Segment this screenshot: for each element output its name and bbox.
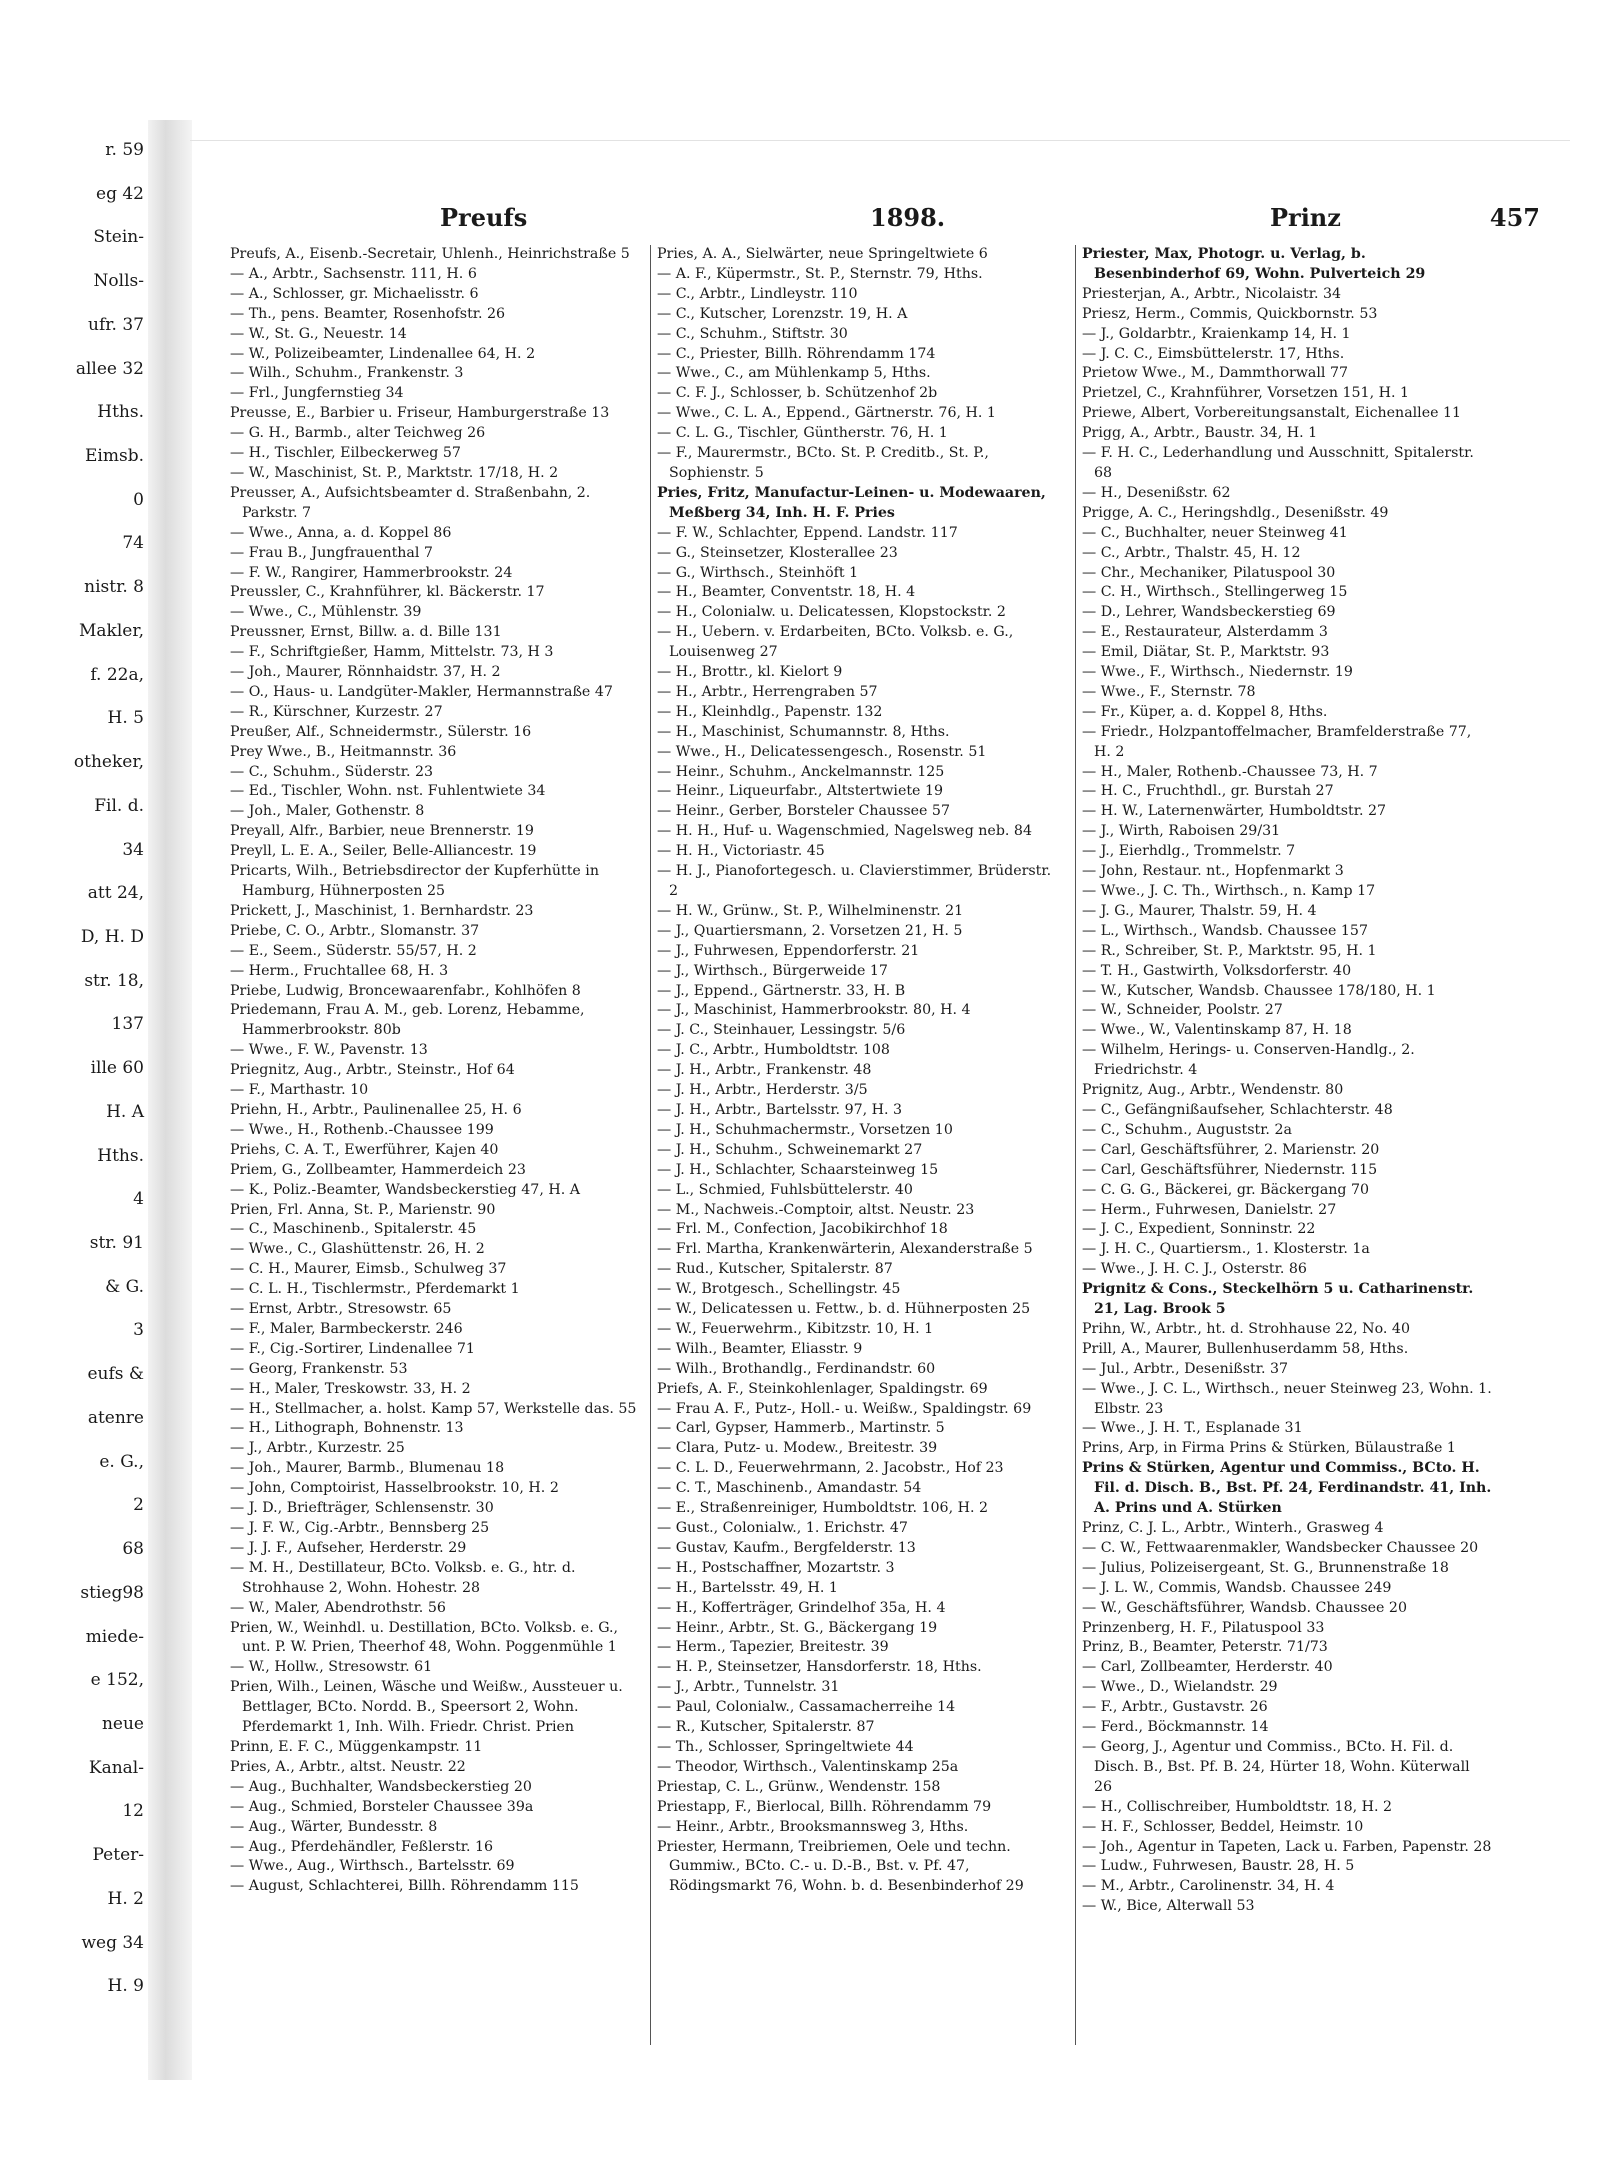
directory-entry: — C. L. G., Tischler, Güntherstr. 76, H. 1 (657, 425, 948, 442)
directory-entry: — R., Kutscher, Spitalerstr. 87 (657, 1719, 875, 1736)
left-page-fragment: H. 5 (107, 708, 144, 728)
directory-entry: Prigg, A., Arbtr., Baustr. 34, H. 1 (1082, 425, 1318, 442)
directory-entry: — Gust., Colonialw., 1. Erichstr. 47 (657, 1520, 908, 1536)
column-1 (230, 245, 640, 2045)
directory-entry: — C. H., Maurer, Eimsb., Schulweg 37 (230, 1261, 507, 1278)
directory-entry: — W., Maler, Abendrothstr. 56 (230, 1599, 446, 1616)
directory-entry: Prien, W., Weinhdl. u. Destillation, BCto. Volksb. e. G., unt. P. W. Prien, Theerhof 48, Wohn. Poggenmühle 1 (230, 1619, 619, 1656)
directory-entry: — R., Kürschner, Kurzestr. 27 (230, 703, 443, 720)
column-2 (650, 245, 1061, 2045)
directory-entry: — F., Arbtr., Gustavstr. 26 (1082, 1699, 1268, 1716)
directory-entry: — Aug., Schmied, Borsteler Chaussee 39a (230, 1798, 534, 1815)
left-page-fragment: ille 60 (90, 1058, 144, 1078)
directory-entry: — Ferd., Böckmannstr. 14 (1082, 1719, 1269, 1736)
directory-entry: — W., Geschäftsführer, Wandsb. Chaussee 20 (1082, 1599, 1407, 1616)
directory-entry: — Wwe., J. C. Th., Wirthsch., n. Kamp 17 (1082, 883, 1376, 899)
directory-entry: — F. H. C., Lederhandlung und Ausschnitt, Spitalerstr. 68 (1082, 445, 1474, 481)
directory-entry: Preyll, L. E. A., Seiler, Belle-Alliancestr. 19 (230, 843, 537, 860)
directory-entry: — O., Haus- u. Landgüter-Makler, Hermannstraße 47 (230, 683, 613, 700)
directory-entry: — J. L. W., Commis, Wandsb. Chaussee 249 (1082, 1579, 1392, 1596)
directory-entry: — K., Poliz.-Beamter, Wandsbeckerstieg 47, H. A (230, 1181, 580, 1198)
directory-entry: — Wilhelm, Herings- u. Conserven-Handlg., 2. Friedrichstr. 4 (1082, 1042, 1415, 1079)
directory-entry: — A., Schlosser, gr. Michaelisstr. 6 (230, 285, 479, 302)
directory-entry: — C., Schuhm., Süderstr. 23 (230, 763, 434, 780)
directory-entry: — J., Fuhrwesen, Eppendorferstr. 21 (657, 942, 920, 959)
directory-entry: Priedemann, Frau A. M., geb. Lorenz, Hebamme, Hammerbrookstr. 80b (230, 1002, 585, 1039)
left-page-fragment: Nolls- (93, 271, 144, 291)
left-page-fragment: otheker, (73, 752, 144, 772)
directory-entry: Priestap, C. L., Grünw., Wendenstr. 158 (657, 1778, 941, 1795)
directory-entry: — Ed., Tischler, Wohn. nst. Fuhlentwiete 34 (230, 783, 546, 800)
directory-entry: — J. C., Arbtr., Humboldtstr. 108 (657, 1042, 890, 1059)
directory-entry: — H., Collischreiber, Humboldtstr. 18, H. 2 (1082, 1798, 1393, 1815)
page-number: 457 (1489, 203, 1540, 232)
directory-entry: — Wwe., D., Wielandstr. 29 (1082, 1679, 1278, 1696)
directory-entry: Priehn, H., Arbtr., Paulinenallee 25, H. 6 (230, 1101, 522, 1118)
directory-entry: — F., Maler, Barmbeckerstr. 246 (230, 1320, 463, 1337)
directory-entry: — A., Arbtr., Sachsenstr. 111, H. 6 (230, 265, 477, 282)
directory-entry: — Joh., Maler, Gothenstr. 8 (230, 803, 425, 820)
directory-entry: — H. F., Schlosser, Beddel, Heimstr. 10 (1082, 1818, 1364, 1835)
directory-entry: — C., Arbtr., Lindleystr. 110 (657, 285, 858, 302)
directory-entry: — L., Schmied, Fuhlsbüttelerstr. 40 (657, 1181, 913, 1198)
left-page-fragment: Fil. d. (94, 796, 144, 816)
directory-entry: — Rud., Kutscher, Spitalerstr. 87 (657, 1261, 893, 1278)
directory-entry: — Carl, Zollbeamter, Herderstr. 40 (1082, 1659, 1333, 1676)
left-page-fragment: ufr. 37 (88, 315, 144, 335)
left-page-fragment: 68 (122, 1539, 144, 1559)
directory-entry: — Aug., Wärter, Bundesstr. 8 (230, 1818, 438, 1835)
directory-entry: — Wwe., Anna, a. d. Koppel 86 (230, 524, 452, 541)
directory-entry: — Aug., Pferdehändler, Feßlerstr. 16 (230, 1838, 494, 1855)
directory-entry: — Wwe., C., Mühlenstr. 39 (230, 604, 422, 621)
directory-entry: — Heinr., Arbtr., Brooksmannsweg 3, Hths. (657, 1818, 969, 1835)
header-year: 1898. (870, 203, 946, 232)
directory-entry: — W., Kutscher, Wandsb. Chaussee 178/180, H. 1 (1082, 982, 1436, 999)
directory-entry: Priesz, Herm., Commis, Quickbornstr. 53 (1082, 305, 1378, 322)
directory-entry: — Th., pens. Beamter, Rosenhofstr. 26 (230, 305, 506, 322)
directory-entry: — Joh., Maurer, Rönnhaidstr. 37, H. 2 (230, 664, 501, 681)
directory-entry: — C., Arbtr., Thalstr. 45, H. 12 (1082, 544, 1301, 561)
left-page-fragment: Stein- (93, 227, 144, 247)
directory-entry: — W., Polizeibeamter, Lindenallee 64, H. 2 (230, 345, 536, 362)
directory-entry: — Wwe., H., Rothenb.-Chaussee 199 (230, 1121, 494, 1138)
left-page-fragment: neue (101, 1714, 144, 1734)
directory-entry: — J., Maschinist, Hammerbrookstr. 80, H. 4 (657, 1002, 971, 1019)
left-page-fragment: str. 91 (89, 1233, 144, 1253)
directory-entry: Priefs, A. F., Steinkohlenlager, Spaldingstr. 69 (657, 1380, 988, 1397)
directory-entry: Prien, Frl. Anna, St. P., Marienstr. 90 (230, 1201, 496, 1218)
directory-entry: — J. D., Briefträger, Schlensenstr. 30 (230, 1500, 494, 1517)
directory-entry: — Wilh., Brothandlg., Ferdinandstr. 60 (657, 1360, 936, 1377)
directory-entry: — Th., Schlosser, Springeltwiete 44 (657, 1738, 914, 1755)
left-page-fragment: 34 (122, 840, 144, 860)
directory-entry: — W., Hollw., Stresowstr. 61 (230, 1659, 433, 1676)
directory-entry: — H., Maler, Treskowstr. 33, H. 2 (230, 1380, 471, 1397)
directory-entry: Prins, Arp, in Firma Prins & Stürken, Bülaustraße 1 (1082, 1440, 1456, 1457)
directory-entry: — H., Maschinist, Schumannstr. 8, Hths. (657, 723, 950, 740)
directory-entry: — Heinr., Gerber, Borsteler Chaussee 57 (657, 803, 950, 820)
directory-entry: — D., Lehrer, Wandsbeckerstieg 69 (1082, 604, 1336, 621)
directory-entry: — C., Maschinenb., Spitalerstr. 45 (230, 1221, 477, 1238)
directory-entry: Priester, Max, Photogr. u. Verlag, b. Besenbinderhof 69, Wohn. Pulverteich 29 (1082, 246, 1426, 282)
directory-entry: — J., Wirthsch., Bürgerweide 17 (657, 962, 888, 979)
directory-entry: — W., Bice, Alterwall 53 (1082, 1898, 1255, 1915)
directory-entry: Priestapp, F., Bierlocal, Billh. Röhrendamm 79 (657, 1798, 992, 1815)
directory-entry: Pricarts, Wilh., Betriebsdirector der Kupferhütte in Hamburg, Hühnerposten 25 (230, 863, 599, 899)
directory-entry: — T. H., Gastwirth, Volksdorferstr. 40 (1082, 962, 1352, 979)
directory-entry: — J. C. C., Eimsbüttelerstr. 17, Hths. (1082, 345, 1345, 362)
directory-entry: — F., Schriftgießer, Hamm, Mittelstr. 73, H 3 (230, 644, 554, 661)
directory-entry: — H. C., Fruchthdl., gr. Burstah 27 (1082, 783, 1334, 800)
directory-entry: Prinn, E. F. C., Müggenkampstr. 11 (230, 1738, 483, 1755)
directory-entry: — Wwe., Aug., Wirthsch., Bartelsstr. 69 (230, 1858, 515, 1875)
directory-entry: — Carl, Gypser, Hammerb., Martinstr. 5 (657, 1420, 945, 1437)
directory-entry: — J. H., Arbtr., Herderstr. 3/5 (657, 1082, 868, 1099)
directory-entry: — Wilh., Schuhm., Frankenstr. 3 (230, 365, 464, 382)
directory-entry: — F., Marthastr. 10 (230, 1082, 369, 1099)
directory-entry: — J. H., Schuhm., Schweinemarkt 27 (657, 1141, 923, 1158)
directory-entry: — Georg, Frankenstr. 53 (230, 1360, 408, 1377)
left-page-strip (0, 120, 150, 2040)
directory-entry: — F., Maurermstr., BCto. St. P. Creditb., St. P., Sophienstr. 5 (657, 445, 989, 481)
directory-entry: Pries, A. A., Sielwärter, neue Springeltwiete 6 (657, 246, 988, 262)
directory-entry: — G., Steinsetzer, Klosterallee 23 (657, 544, 898, 561)
directory-page (190, 140, 1570, 2101)
directory-entry: — J., Eierhdlg., Trommelstr. 7 (1082, 843, 1296, 860)
directory-entry: — W., Schneider, Poolstr. 27 (1082, 1002, 1283, 1019)
directory-entry: — H., Postschaffner, Mozartstr. 3 (657, 1559, 895, 1576)
directory-entry: — J., Eppend., Gärtnerstr. 33, H. B (657, 982, 906, 999)
directory-entry: Preussner, Ernst, Billw. a. d. Bille 131 (230, 624, 502, 641)
directory-entry: — Julius, Polizeisergeant, St. G., Brunnenstraße 18 (1082, 1559, 1449, 1576)
directory-entry: Preusser, A., Aufsichtsbeamter d. Straßenbahn, 2. Parkstr. 7 (230, 484, 591, 521)
directory-entry: — C., Gefängnißaufseher, Schlachterstr. 48 (1082, 1101, 1393, 1118)
directory-entry: — F. W., Rangirer, Hammerbrookstr. 24 (230, 564, 513, 581)
left-page-fragment: 12 (122, 1801, 144, 1821)
left-page-fragment: H. 2 (107, 1889, 144, 1909)
directory-entry: — Chr., Mechaniker, Pilatuspool 30 (1082, 564, 1336, 581)
directory-entry: — H., Kofferträger, Grindelhof 35a, H. 4 (657, 1599, 946, 1616)
directory-entry: — H., Bartelsstr. 49, H. 1 (657, 1579, 838, 1596)
directory-entry: — Herm., Fuhrwesen, Danielstr. 27 (1082, 1201, 1337, 1218)
left-page-fragment: 74 (122, 533, 144, 553)
directory-entry: — C., Priester, Billh. Röhrendamm 174 (657, 345, 936, 362)
directory-entry: — Friedr., Holzpantoffelmacher, Bramfelderstraße 77, H. 2 (1082, 723, 1472, 760)
directory-entry: — H., Lithograph, Bohnenstr. 13 (230, 1420, 464, 1437)
directory-entry: — Ludw., Fuhrwesen, Baustr. 28, H. 5 (1082, 1858, 1355, 1875)
directory-entry: — H., Arbtr., Herrengraben 57 (657, 683, 878, 700)
directory-entry: — G., Wirthsch., Steinhöft 1 (657, 564, 859, 581)
directory-entry: — W., Delicatessen u. Fettw., b. d. Hühnerposten 25 (657, 1301, 1031, 1318)
directory-entry: — J. G., Maurer, Thalstr. 59, H. 4 (1082, 902, 1317, 919)
directory-entry: Prill, A., Maurer, Bullenhuserdamm 58, Hths. (1082, 1340, 1409, 1357)
directory-entry: Prigge, A. C., Heringshdlg., Desenißstr. 49 (1082, 504, 1389, 521)
directory-entry: Priebe, C. O., Arbtr., Slomanstr. 37 (230, 922, 480, 939)
directory-entry: Prins & Stürken, Agentur und Commiss., BCto. H. Fil. d. Disch. B., Bst. Pf. 24, Ferdinandstr. 41, Inh. A. Prins und A. Stürken (1082, 1460, 1492, 1517)
directory-entry: — H. W., Grünw., St. P., Wilhelminenstr. 21 (657, 902, 964, 919)
directory-entry: Priester, Hermann, Treibriemen, Oele und techn. Gummiw., BCto. C.- u. D.-B., Bst. v. Pf. 47, Rödingsmarkt 76, Wohn. b. d. Besenbinderhof 29 (657, 1838, 1024, 1895)
left-page-fragment: atenre (87, 1408, 144, 1428)
left-page-fragment: att 24, (87, 883, 144, 903)
directory-entry: — John, Comptoirist, Hasselbrookstr. 10, H. 2 (230, 1480, 559, 1497)
directory-entry: Prinz, C. J. L., Arbtr., Winterh., Grasweg 4 (1082, 1520, 1384, 1536)
directory-entry: — John, Restaur. nt., Hopfenmarkt 3 (1082, 863, 1344, 880)
directory-entry: Prinz, B., Beamter, Peterstr. 71/73 (1082, 1639, 1328, 1656)
directory-entry: — W., Brotgesch., Schellingstr. 45 (657, 1281, 901, 1298)
directory-entry: — J., Arbtr., Tunnelstr. 31 (657, 1679, 840, 1696)
left-page-fragment: H. A (106, 1102, 144, 1122)
directory-entry: Priem, G., Zollbeamter, Hammerdeich 23 (230, 1161, 526, 1178)
directory-entry: — C. T., Maschinenb., Amandastr. 54 (657, 1480, 922, 1497)
directory-entry: — Wilh., Beamter, Eliasstr. 9 (657, 1340, 863, 1357)
directory-entry: — C. F. J., Schlosser, b. Schützenhof 2b (657, 385, 938, 402)
directory-entry: Preyall, Alfr., Barbier, neue Brennerstr. 19 (230, 823, 534, 840)
left-page-fragment: Peter- (92, 1845, 144, 1865)
directory-entry: — Frau B., Jungfrauenthal 7 (230, 544, 433, 561)
directory-entry: — Wwe., C. L. A., Eppend., Gärtnerstr. 76, H. 1 (657, 405, 996, 422)
directory-entry: — J. C., Expedient, Sonninstr. 22 (1082, 1221, 1316, 1238)
directory-entry: Prien, Wilh., Leinen, Wäsche und Weißw., Aussteuer u. Bettlager, BCto. Nordd. B., Speersort 2, Wohn. Pferdemarkt 1, Inh. Wilh. Friedr. Christ. Prien (230, 1679, 623, 1736)
left-page-fragment: e. G., (99, 1452, 144, 1472)
header-left-keyword: Preufs (440, 203, 528, 232)
directory-entry: — C., Kutscher, Lorenzstr. 19, H. A (657, 305, 908, 322)
directory-entry: — H., Tischler, Eilbeckerweg 57 (230, 445, 461, 462)
left-page-fragment: D, H. D (80, 927, 144, 947)
directory-entry: — C., Buchhalter, neuer Steinweg 41 (1082, 524, 1348, 541)
directory-entry: — J., Goldarbtr., Kraienkamp 14, H. 1 (1082, 325, 1351, 342)
directory-entry: — Ernst, Arbtr., Stresowstr. 65 (230, 1301, 452, 1318)
directory-entry: — Emil, Diätar, St. P., Marktstr. 93 (1082, 644, 1330, 661)
directory-entry: — Joh., Maurer, Barmb., Blumenau 18 (230, 1460, 505, 1477)
directory-entry: — H. J., Pianofortegesch. u. Clavierstimmer, Brüderstr. 2 (657, 863, 1052, 899)
directory-entry: — Fr., Küper, a. d. Koppel 8, Hths. (1082, 703, 1328, 720)
directory-entry: Preusse, E., Barbier u. Friseur, Hamburgerstraße 13 (230, 405, 610, 422)
directory-entry: — Aug., Buchhalter, Wandsbeckerstieg 20 (230, 1778, 532, 1795)
directory-entry: — Wwe., J. H. C. J., Osterstr. 86 (1082, 1261, 1307, 1278)
directory-entry: — H. H., Huf- u. Wagenschmied, Nagelsweg neb. 84 (657, 823, 1032, 840)
page-header (230, 203, 1540, 239)
directory-entry: — Heinr., Arbtr., St. G., Bäckergang 19 (657, 1619, 938, 1636)
directory-entry: Prey Wwe., B., Heitmannstr. 36 (230, 743, 457, 760)
directory-entry: — August, Schlachterei, Billh. Röhrendamm 115 (230, 1878, 579, 1895)
directory-entry: Preufs, A., Eisenb.-Secretair, Uhlenh., Heinrichstraße 5 (230, 246, 630, 262)
column-3 (1075, 245, 1492, 2045)
directory-entry: — H. P., Steinsetzer, Hansdorferstr. 18, Hths. (657, 1659, 982, 1676)
directory-entry: — Carl, Geschäftsführer, Niedernstr. 115 (1082, 1161, 1378, 1178)
directory-entry: Preussler, C., Krahnführer, kl. Bäckerstr. 17 (230, 584, 545, 601)
left-page-fragment: 4 (133, 1189, 144, 1209)
directory-entry: — H., Brottr., kl. Kielort 9 (657, 664, 843, 681)
directory-entry: Prihn, W., Arbtr., ht. d. Strohhause 22, No. 40 (1082, 1320, 1410, 1337)
directory-entry: — C. L. H., Tischlermstr., Pferdemarkt 1 (230, 1281, 520, 1298)
directory-entry: — C. H., Wirthsch., Stellingerweg 15 (1082, 584, 1348, 601)
directory-entry: — Frl., Jungfernstieg 34 (230, 385, 404, 402)
directory-entry: Priegnitz, Aug., Arbtr., Steinstr., Hof 64 (230, 1062, 515, 1079)
directory-entry: — G. H., Barmb., alter Teichweg 26 (230, 425, 486, 442)
directory-entry: — Frau A. F., Putz-, Holl.- u. Weißw., Spaldingstr. 69 (657, 1400, 1032, 1417)
left-page-fragment: Makler, (78, 621, 144, 641)
directory-entry: — Frl. M., Confection, Jacobikirchhof 18 (657, 1221, 948, 1238)
directory-entry: — C. W., Fettwaarenmakler, Wandsbecker Chaussee 20 (1082, 1539, 1479, 1556)
directory-entry: Pries, A., Arbtr., altst. Neustr. 22 (230, 1758, 466, 1775)
left-page-fragment: Hths. (97, 1146, 144, 1166)
directory-entry: — Heinr., Liqueurfabr., Altstertwiete 19 (657, 783, 944, 800)
left-page-fragment: H. 9 (107, 1976, 144, 1996)
directory-entry: — M. H., Destillateur, BCto. Volksb. e. G., htr. d. Strohhause 2, Wohn. Hohestr. 28 (230, 1559, 576, 1596)
directory-entry: — C. G. G., Bäckerei, gr. Bäckergang 70 (1082, 1181, 1370, 1198)
directory-entry: — J., Wirth, Raboisen 29/31 (1082, 823, 1281, 840)
directory-entry: — C., Schuhm., Auguststr. 2a (1082, 1121, 1292, 1138)
left-page-fragment: stieg98 (80, 1583, 144, 1603)
directory-entry: — E., Straßenreiniger, Humboldtstr. 106, H. 2 (657, 1500, 989, 1517)
directory-entry: — H., Stellmacher, a. holst. Kamp 57, Werkstelle das. 55 (230, 1400, 637, 1417)
directory-entry: — M., Arbtr., Carolinenstr. 34, H. 4 (1082, 1878, 1335, 1895)
left-page-fragment: & G. (105, 1277, 144, 1297)
directory-entry: — J. J. F., Aufseher, Herderstr. 29 (230, 1539, 467, 1556)
directory-entry: — H., Colonialw. u. Delicatessen, Klopstockstr. 2 (657, 604, 1006, 621)
left-page-fragment: miede- (85, 1627, 144, 1647)
directory-entry: — H. W., Laternenwärter, Humboldtstr. 27 (1082, 803, 1387, 820)
directory-entry: — Wwe., C., am Mühlenkamp 5, Hths. (657, 365, 931, 382)
directory-entry: — Joh., Agentur in Tapeten, Lack u. Farben, Papenstr. 28 (1082, 1838, 1492, 1855)
directory-entry: — J. H., Schuhmachermstr., Vorsetzen 10 (657, 1121, 953, 1138)
directory-entry: — Georg, J., Agentur und Commiss., BCto. H. Fil. d. Disch. B., Bst. Pf. B. 24, Hürter 18, Wohn. Küterwall 26 (1082, 1738, 1470, 1795)
directory-entry: — H., Desenißstr. 62 (1082, 484, 1231, 501)
left-page-fragment: allee 32 (75, 359, 144, 379)
left-page-fragment: r. 59 (105, 140, 144, 160)
directory-entry: — Herm., Fruchtallee 68, H. 3 (230, 962, 449, 979)
directory-entry: Priehs, C. A. T., Ewerführer, Kajen 40 (230, 1141, 499, 1158)
directory-entry: — C. L. D., Feuerwehrmann, 2. Jacobstr., Hof 23 (657, 1460, 1004, 1477)
directory-entry: — J. H., Schlachter, Schaarsteinweg 15 (657, 1161, 939, 1178)
directory-entry: — H., Uebern. v. Erdarbeiten, BCto. Volksb. e. G., Louisenweg 27 (657, 624, 1014, 661)
directory-entry: — R., Schreiber, St. P., Marktstr. 95, H. 1 (1082, 942, 1377, 959)
directory-entry: — Clara, Putz- u. Modew., Breitestr. 39 (657, 1440, 938, 1457)
directory-entry: — Wwe., W., Valentinskamp 87, H. 18 (1082, 1022, 1352, 1039)
directory-entry: — W., Feuerwehrm., Kibitzstr. 10, H. 1 (657, 1320, 934, 1337)
directory-entry: — Wwe., F. W., Pavenstr. 13 (230, 1042, 428, 1059)
directory-entry: — H., Maler, Rothenb.-Chaussee 73, H. 7 (1082, 763, 1378, 780)
left-page-fragment: 3 (133, 1320, 144, 1340)
directory-entry: Prinzenberg, H. F., Pilatuspool 33 (1082, 1619, 1325, 1636)
directory-entry: — L., Wirthsch., Wandsb. Chaussee 157 (1082, 922, 1368, 939)
directory-entry: — J. F. W., Cig.-Arbtr., Bennsberg 25 (230, 1520, 490, 1536)
directory-entry: — H., Kleinhdlg., Papenstr. 132 (657, 703, 883, 720)
left-page-fragment: weg 34 (81, 1933, 144, 1953)
left-page-fragment: Hths. (97, 402, 144, 422)
directory-entry: — J. H., Arbtr., Bartelsstr. 97, H. 3 (657, 1101, 903, 1118)
directory-entry: Prietzel, C., Krahnführer, Vorsetzen 151, H. 1 (1082, 385, 1410, 402)
directory-entry: — Theodor, Wirthsch., Valentinskamp 25a (657, 1758, 959, 1775)
directory-entry: — F., Cig.-Sortirer, Lindenallee 71 (230, 1340, 475, 1357)
directory-entry: — J. H. C., Quartiersm., 1. Klosterstr. 1a (1082, 1241, 1370, 1258)
left-page-fragment: e 152, (90, 1670, 144, 1690)
left-page-fragment: eufs & (87, 1364, 144, 1384)
directory-entry: — Gustav, Kaufm., Bergfelderstr. 13 (657, 1539, 916, 1556)
directory-entry: Prignitz & Cons., Steckelhörn 5 u. Catharinenstr. 21, Lag. Brook 5 (1082, 1281, 1474, 1318)
directory-entry: Priebe, Ludwig, Broncewaarenfabr., Kohlhöfen 8 (230, 982, 581, 999)
left-page-fragment: str. 18, (84, 971, 144, 991)
directory-entry: — E., Seem., Süderstr. 55/57, H. 2 (230, 942, 477, 959)
directory-entry: — J. H., Arbtr., Frankenstr. 48 (657, 1062, 872, 1079)
directory-entry: — Herm., Tapezier, Breitestr. 39 (657, 1639, 889, 1656)
directory-entry: — Wwe., J. C. L., Wirthsch., neuer Steinweg 23, Wohn. 1. Elbstr. 23 (1082, 1380, 1492, 1417)
directory-entry: — Wwe., F., Wirthsch., Niedernstr. 19 (1082, 664, 1353, 681)
directory-entry: — M., Nachweis.-Comptoir, altst. Neustr. 23 (657, 1201, 975, 1218)
directory-entry: — Wwe., H., Delicatessengesch., Rosenstr. 51 (657, 743, 987, 760)
left-page-fragment: 137 (111, 1014, 144, 1034)
directory-entry: — F. W., Schlachter, Eppend. Landstr. 117 (657, 524, 958, 541)
left-page-fragment: eg 42 (96, 184, 144, 204)
directory-entry: Prignitz, Aug., Arbtr., Wendenstr. 80 (1082, 1082, 1344, 1099)
left-page-fragment: Eimsb. (85, 446, 144, 466)
book-gutter (148, 120, 192, 2080)
directory-entry: Pries, Fritz, Manufactur-Leinen- u. Modewaaren, Meßberg 34, Inh. H. F. Pries (657, 484, 1046, 521)
left-page-fragment: 0 (133, 490, 144, 510)
directory-entry: — J. C., Steinhauer, Lessingstr. 5/6 (657, 1022, 906, 1039)
directory-entry: — C., Schuhm., Stiftstr. 30 (657, 325, 848, 342)
directory-entry: — H. H., Victoriastr. 45 (657, 843, 825, 860)
directory-entry: — Frl. Martha, Krankenwärterin, Alexanderstraße 5 (657, 1241, 1033, 1258)
directory-entry: Prickett, J., Maschinist, 1. Bernhardstr. 23 (230, 902, 534, 919)
directory-entry: Preußer, Alf., Schneidermstr., Sülerstr. 16 (230, 723, 532, 740)
directory-entry: — J., Quartiersmann, 2. Vorsetzen 21, H. 5 (657, 922, 963, 939)
directory-entry: — E., Restaurateur, Alsterdamm 3 (1082, 624, 1328, 641)
directory-entry: — Carl, Geschäftsführer, 2. Marienstr. 20 (1082, 1141, 1380, 1158)
directory-entry: — Paul, Colonialw., Cassamacherreihe 14 (657, 1699, 956, 1716)
directory-entry: Prietow Wwe., M., Dammthorwall 77 (1082, 365, 1349, 382)
left-page-fragment: Kanal- (88, 1758, 144, 1778)
directory-entry: — Wwe., F., Sternstr. 78 (1082, 683, 1256, 700)
left-page-fragment: nistr. 8 (84, 577, 144, 597)
directory-entry: — W., St. G., Neuestr. 14 (230, 325, 407, 342)
directory-entry: — A. F., Küpermstr., St. P., Sternstr. 79, Hths. (657, 265, 983, 282)
header-right-keyword: Prinz (1270, 203, 1341, 232)
directory-entry: — Heinr., Schuhm., Anckelmannstr. 125 (657, 763, 945, 780)
directory-entry: Priewe, Albert, Vorbereitungsanstalt, Eichenallee 11 (1082, 405, 1462, 422)
directory-entry: — Jul., Arbtr., Desenißstr. 37 (1082, 1360, 1289, 1377)
directory-entry: — W., Maschinist, St. P., Marktstr. 17/18, H. 2 (230, 464, 559, 481)
directory-entry: Priesterjan, A., Arbtr., Nicolaistr. 34 (1082, 285, 1342, 302)
left-page-fragment: f. 22a, (90, 665, 144, 685)
left-page-fragment: 2 (133, 1495, 144, 1515)
directory-entry: — H., Beamter, Conventstr. 18, H. 4 (657, 584, 916, 601)
directory-entry: — Wwe., C., Glashüttenstr. 26, H. 2 (230, 1241, 485, 1258)
directory-entry: — Wwe., J. H. T., Esplanade 31 (1082, 1420, 1303, 1437)
directory-entry: — J., Arbtr., Kurzestr. 25 (230, 1440, 405, 1457)
